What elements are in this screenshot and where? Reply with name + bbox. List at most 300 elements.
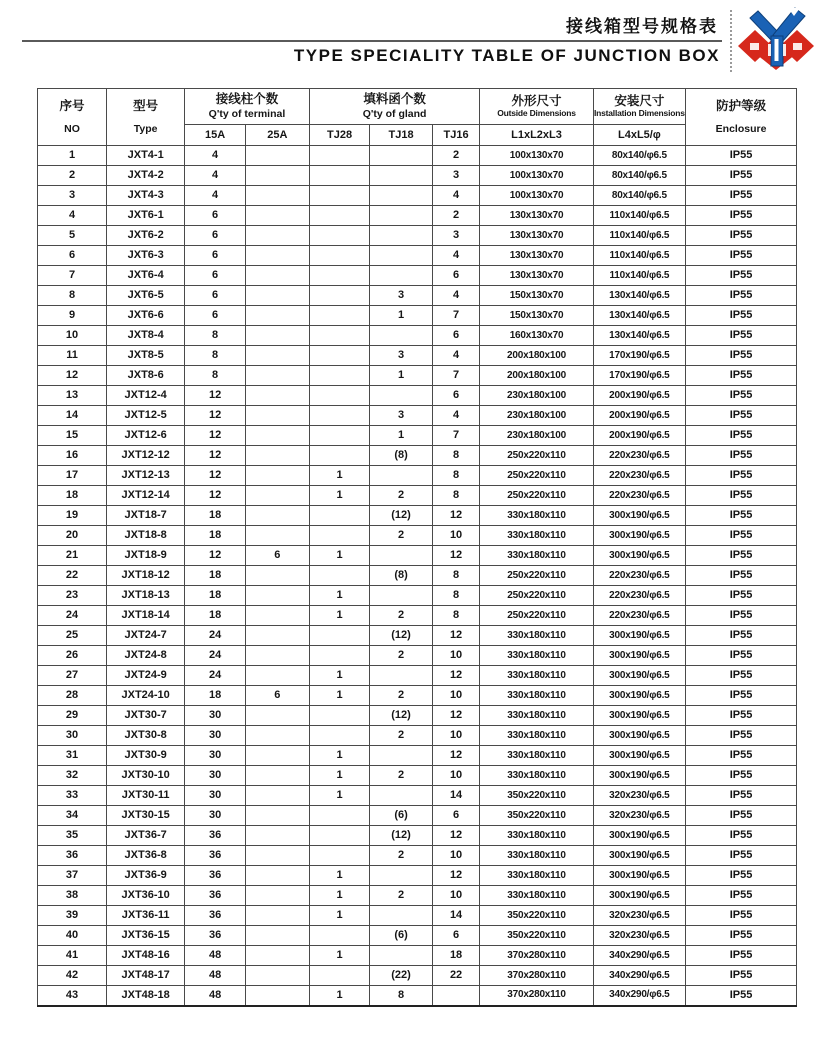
cell-enclosure: IP55 bbox=[686, 986, 797, 1006]
cell-type: JXT48-18 bbox=[107, 986, 185, 1006]
cell-tj18: 2 bbox=[370, 846, 432, 866]
cell-tj18: 2 bbox=[370, 486, 432, 506]
cell-tj28: 1 bbox=[309, 746, 370, 766]
cell-install-dim: 300x190/φ6.5 bbox=[593, 546, 686, 566]
subcol-header-tj28: TJ28 bbox=[309, 125, 370, 146]
cell-no: 16 bbox=[38, 446, 107, 466]
cell-tj18: (8) bbox=[370, 566, 432, 586]
cell-25a bbox=[245, 286, 309, 306]
cell-outside-dim: 330x180x110 bbox=[480, 766, 593, 786]
cell-tj16: 12 bbox=[432, 826, 480, 846]
cell-install-dim: 300x190/φ6.5 bbox=[593, 526, 686, 546]
cell-tj28 bbox=[309, 626, 370, 646]
cell-25a bbox=[245, 666, 309, 686]
table-row bbox=[38, 686, 797, 706]
cell-no: 6 bbox=[38, 246, 107, 266]
cell-15a: 6 bbox=[185, 206, 246, 226]
table-row bbox=[38, 846, 797, 866]
cell-install-dim: 300x190/φ6.5 bbox=[593, 686, 686, 706]
cell-tj18: 8 bbox=[370, 986, 432, 1006]
cell-15a: 24 bbox=[185, 626, 246, 646]
cell-tj28 bbox=[309, 806, 370, 826]
cell-outside-dim: 150x130x70 bbox=[480, 306, 593, 326]
cell-tj16: 7 bbox=[432, 366, 480, 386]
cell-outside-dim: 130x130x70 bbox=[480, 206, 593, 226]
cell-25a bbox=[245, 766, 309, 786]
table-row bbox=[38, 246, 797, 266]
cell-15a: 18 bbox=[185, 606, 246, 626]
cell-enclosure: IP55 bbox=[686, 966, 797, 986]
cell-no: 2 bbox=[38, 166, 107, 186]
cell-no: 43 bbox=[38, 986, 107, 1006]
cell-tj18: 2 bbox=[370, 646, 432, 666]
cell-install-dim: 110x140/φ6.5 bbox=[593, 266, 686, 286]
cell-15a: 18 bbox=[185, 566, 246, 586]
cell-no: 26 bbox=[38, 646, 107, 666]
cell-install-dim: 320x230/φ6.5 bbox=[593, 926, 686, 946]
cell-no: 15 bbox=[38, 426, 107, 446]
table-row bbox=[38, 266, 797, 286]
cell-install-dim: 300x190/φ6.5 bbox=[593, 666, 686, 686]
cell-15a: 48 bbox=[185, 966, 246, 986]
junction-box-spec-table bbox=[37, 88, 797, 1007]
table-row bbox=[38, 966, 797, 986]
cell-tj18: (12) bbox=[370, 706, 432, 726]
cell-tj16: 22 bbox=[432, 966, 480, 986]
cell-tj28 bbox=[309, 406, 370, 426]
cell-25a bbox=[245, 746, 309, 766]
cell-enclosure: IP55 bbox=[686, 486, 797, 506]
table-row bbox=[38, 706, 797, 726]
cell-install-dim: 80x140/φ6.5 bbox=[593, 166, 686, 186]
table-row bbox=[38, 506, 797, 526]
table-row bbox=[38, 446, 797, 466]
cell-enclosure: IP55 bbox=[686, 406, 797, 426]
cell-type: JXT30-15 bbox=[107, 806, 185, 826]
cell-type: JXT12-14 bbox=[107, 486, 185, 506]
cell-tj28 bbox=[309, 246, 370, 266]
cell-no: 5 bbox=[38, 226, 107, 246]
cell-install-dim: 200x190/φ6.5 bbox=[593, 386, 686, 406]
cell-no: 31 bbox=[38, 746, 107, 766]
table-row bbox=[38, 546, 797, 566]
cell-install-dim: 110x140/φ6.5 bbox=[593, 246, 686, 266]
cell-outside-dim: 200x180x100 bbox=[480, 366, 593, 386]
cell-no: 30 bbox=[38, 726, 107, 746]
cell-no: 23 bbox=[38, 586, 107, 606]
cell-no: 12 bbox=[38, 366, 107, 386]
cell-25a bbox=[245, 446, 309, 466]
cell-enclosure: IP55 bbox=[686, 926, 797, 946]
cell-tj16: 12 bbox=[432, 546, 480, 566]
col-header-outside-dimensions: 外形尺寸 Outside Dimensions bbox=[480, 89, 593, 125]
cell-15a: 24 bbox=[185, 646, 246, 666]
cell-type: JXT24-9 bbox=[107, 666, 185, 686]
cell-25a bbox=[245, 366, 309, 386]
cell-outside-dim: 350x220x110 bbox=[480, 926, 593, 946]
table-row bbox=[38, 806, 797, 826]
cell-tj18 bbox=[370, 146, 432, 166]
cell-tj18 bbox=[370, 586, 432, 606]
cell-25a: 6 bbox=[245, 546, 309, 566]
cell-outside-dim: 250x220x110 bbox=[480, 486, 593, 506]
table-row bbox=[38, 346, 797, 366]
cell-tj16: 12 bbox=[432, 706, 480, 726]
cell-tj16: 14 bbox=[432, 906, 480, 926]
cell-type: JXT18-12 bbox=[107, 566, 185, 586]
cell-type: JXT24-8 bbox=[107, 646, 185, 666]
cell-15a: 18 bbox=[185, 506, 246, 526]
cell-tj28 bbox=[309, 286, 370, 306]
cell-tj16: 6 bbox=[432, 266, 480, 286]
cell-install-dim: 110x140/φ6.5 bbox=[593, 206, 686, 226]
title-divider bbox=[22, 40, 722, 42]
cell-tj16: 4 bbox=[432, 406, 480, 426]
cell-enclosure: IP55 bbox=[686, 446, 797, 466]
cell-install-dim: 130x140/φ6.5 bbox=[593, 286, 686, 306]
cell-tj18 bbox=[370, 866, 432, 886]
cell-outside-dim: 330x180x110 bbox=[480, 866, 593, 886]
cell-outside-dim: 230x180x100 bbox=[480, 386, 593, 406]
cell-tj16: 6 bbox=[432, 386, 480, 406]
cell-tj16: 8 bbox=[432, 586, 480, 606]
cell-install-dim: 320x230/φ6.5 bbox=[593, 806, 686, 826]
cell-install-dim: 300x190/φ6.5 bbox=[593, 506, 686, 526]
cell-outside-dim: 100x130x70 bbox=[480, 186, 593, 206]
document-header bbox=[0, 6, 830, 80]
cell-25a bbox=[245, 586, 309, 606]
cell-tj16: 10 bbox=[432, 646, 480, 666]
cell-type: JXT12-4 bbox=[107, 386, 185, 406]
cell-tj28: 1 bbox=[309, 786, 370, 806]
cell-tj16: 8 bbox=[432, 566, 480, 586]
cell-enclosure: IP55 bbox=[686, 866, 797, 886]
cell-15a: 36 bbox=[185, 826, 246, 846]
cell-tj16: 12 bbox=[432, 506, 480, 526]
cell-tj28: 1 bbox=[309, 906, 370, 926]
cell-type: JXT24-10 bbox=[107, 686, 185, 706]
cell-type: JXT6-4 bbox=[107, 266, 185, 286]
cell-enclosure: IP55 bbox=[686, 786, 797, 806]
cell-15a: 24 bbox=[185, 666, 246, 686]
cell-tj16 bbox=[432, 986, 480, 1006]
table-row bbox=[38, 626, 797, 646]
cell-type: JXT4-1 bbox=[107, 146, 185, 166]
cell-type: JXT8-4 bbox=[107, 326, 185, 346]
cell-enclosure: IP55 bbox=[686, 726, 797, 746]
cell-outside-dim: 330x180x110 bbox=[480, 526, 593, 546]
cell-outside-dim: 230x180x100 bbox=[480, 426, 593, 446]
cell-type: JXT12-12 bbox=[107, 446, 185, 466]
cell-25a bbox=[245, 146, 309, 166]
cell-25a bbox=[245, 966, 309, 986]
cell-15a: 18 bbox=[185, 586, 246, 606]
cell-tj16: 10 bbox=[432, 686, 480, 706]
table-row bbox=[38, 326, 797, 346]
cell-tj16: 8 bbox=[432, 446, 480, 466]
cell-enclosure: IP55 bbox=[686, 586, 797, 606]
table-row bbox=[38, 186, 797, 206]
cell-no: 29 bbox=[38, 706, 107, 726]
cell-outside-dim: 330x180x110 bbox=[480, 826, 593, 846]
cell-enclosure: IP55 bbox=[686, 526, 797, 546]
cell-outside-dim: 100x130x70 bbox=[480, 146, 593, 166]
cell-25a bbox=[245, 246, 309, 266]
cell-no: 37 bbox=[38, 866, 107, 886]
table-row bbox=[38, 306, 797, 326]
cell-outside-dim: 130x130x70 bbox=[480, 226, 593, 246]
cell-outside-dim: 330x180x110 bbox=[480, 546, 593, 566]
cell-no: 7 bbox=[38, 266, 107, 286]
cell-tj18 bbox=[370, 466, 432, 486]
cell-outside-dim: 250x220x110 bbox=[480, 566, 593, 586]
cell-15a: 30 bbox=[185, 706, 246, 726]
cell-tj18 bbox=[370, 266, 432, 286]
cell-outside-dim: 370x280x110 bbox=[480, 966, 593, 986]
cell-install-dim: 170x190/φ6.5 bbox=[593, 366, 686, 386]
cell-25a bbox=[245, 206, 309, 226]
cell-enclosure: IP55 bbox=[686, 206, 797, 226]
cell-type: JXT12-5 bbox=[107, 406, 185, 426]
cell-outside-dim: 250x220x110 bbox=[480, 446, 593, 466]
cell-tj28 bbox=[309, 186, 370, 206]
table-row bbox=[38, 586, 797, 606]
cell-install-dim: 220x230/φ6.5 bbox=[593, 486, 686, 506]
cell-15a: 4 bbox=[185, 166, 246, 186]
cell-no: 38 bbox=[38, 886, 107, 906]
cell-tj16: 12 bbox=[432, 626, 480, 646]
cell-25a bbox=[245, 906, 309, 926]
cell-15a: 8 bbox=[185, 326, 246, 346]
cell-tj28: 1 bbox=[309, 486, 370, 506]
cell-tj18: (12) bbox=[370, 506, 432, 526]
cell-tj28: 1 bbox=[309, 766, 370, 786]
header-vertical-divider bbox=[730, 10, 732, 72]
cell-type: JXT6-1 bbox=[107, 206, 185, 226]
col-header-terminal: 接线柱个数 Q'ty of terminal bbox=[185, 89, 309, 125]
cell-tj16: 4 bbox=[432, 286, 480, 306]
table-row bbox=[38, 486, 797, 506]
cell-tj28: 1 bbox=[309, 606, 370, 626]
cell-tj28: 1 bbox=[309, 666, 370, 686]
cell-tj28 bbox=[309, 366, 370, 386]
cell-no: 17 bbox=[38, 466, 107, 486]
cell-install-dim: 300x190/φ6.5 bbox=[593, 766, 686, 786]
cell-tj28 bbox=[309, 146, 370, 166]
cell-install-dim: 220x230/φ6.5 bbox=[593, 466, 686, 486]
cell-enclosure: IP55 bbox=[686, 346, 797, 366]
cell-25a bbox=[245, 866, 309, 886]
cell-tj18: 2 bbox=[370, 526, 432, 546]
cell-tj16: 3 bbox=[432, 226, 480, 246]
cell-install-dim: 300x190/φ6.5 bbox=[593, 846, 686, 866]
cell-tj28: 1 bbox=[309, 866, 370, 886]
table-row bbox=[38, 146, 797, 166]
cell-tj18: 2 bbox=[370, 726, 432, 746]
table-row bbox=[38, 566, 797, 586]
table-row bbox=[38, 786, 797, 806]
cell-tj18 bbox=[370, 246, 432, 266]
cell-tj16: 6 bbox=[432, 806, 480, 826]
table-row bbox=[38, 406, 797, 426]
cell-15a: 36 bbox=[185, 906, 246, 926]
cell-tj18: (6) bbox=[370, 926, 432, 946]
cell-type: JXT6-3 bbox=[107, 246, 185, 266]
cell-tj28 bbox=[309, 166, 370, 186]
cell-15a: 12 bbox=[185, 486, 246, 506]
cell-tj18 bbox=[370, 546, 432, 566]
table-row bbox=[38, 886, 797, 906]
col-header-gland: 填料函个数 Q'ty of gland bbox=[309, 89, 480, 125]
cell-install-dim: 300x190/φ6.5 bbox=[593, 886, 686, 906]
cell-install-dim: 220x230/φ6.5 bbox=[593, 586, 686, 606]
cell-15a: 18 bbox=[185, 526, 246, 546]
cell-tj28: 1 bbox=[309, 946, 370, 966]
cell-15a: 12 bbox=[185, 406, 246, 426]
table-row bbox=[38, 526, 797, 546]
cell-tj16: 10 bbox=[432, 846, 480, 866]
cell-no: 1 bbox=[38, 146, 107, 166]
cell-tj28: 1 bbox=[309, 686, 370, 706]
cell-tj28 bbox=[309, 566, 370, 586]
cell-tj28 bbox=[309, 426, 370, 446]
cell-outside-dim: 330x180x110 bbox=[480, 746, 593, 766]
cell-15a: 6 bbox=[185, 266, 246, 286]
cell-no: 36 bbox=[38, 846, 107, 866]
cell-enclosure: IP55 bbox=[686, 806, 797, 826]
cell-type: JXT36-15 bbox=[107, 926, 185, 946]
cell-no: 8 bbox=[38, 286, 107, 306]
cell-enclosure: IP55 bbox=[686, 706, 797, 726]
cell-outside-dim: 100x130x70 bbox=[480, 166, 593, 186]
cell-tj28 bbox=[309, 646, 370, 666]
cell-install-dim: 300x190/φ6.5 bbox=[593, 726, 686, 746]
cell-no: 20 bbox=[38, 526, 107, 546]
cell-install-dim: 320x230/φ6.5 bbox=[593, 906, 686, 926]
cell-no: 32 bbox=[38, 766, 107, 786]
cell-25a bbox=[245, 306, 309, 326]
table-row bbox=[38, 726, 797, 746]
cell-no: 9 bbox=[38, 306, 107, 326]
cell-tj16: 2 bbox=[432, 146, 480, 166]
cell-install-dim: 80x140/φ6.5 bbox=[593, 186, 686, 206]
cell-enclosure: IP55 bbox=[686, 386, 797, 406]
cell-25a bbox=[245, 226, 309, 246]
cell-tj16: 7 bbox=[432, 306, 480, 326]
cell-tj18: 1 bbox=[370, 366, 432, 386]
table-row bbox=[38, 606, 797, 626]
cell-outside-dim: 350x220x110 bbox=[480, 806, 593, 826]
cell-outside-dim: 130x130x70 bbox=[480, 266, 593, 286]
cell-no: 40 bbox=[38, 926, 107, 946]
table-header bbox=[38, 89, 797, 146]
title-block bbox=[0, 6, 722, 66]
cell-type: JXT4-2 bbox=[107, 166, 185, 186]
cell-type: JXT48-17 bbox=[107, 966, 185, 986]
cell-tj16: 10 bbox=[432, 766, 480, 786]
cell-25a bbox=[245, 566, 309, 586]
cell-tj28: 1 bbox=[309, 546, 370, 566]
cell-tj28 bbox=[309, 706, 370, 726]
cell-outside-dim: 250x220x110 bbox=[480, 466, 593, 486]
cell-enclosure: IP55 bbox=[686, 626, 797, 646]
cell-type: JXT6-5 bbox=[107, 286, 185, 306]
cell-no: 21 bbox=[38, 546, 107, 566]
cell-enclosure: IP55 bbox=[686, 566, 797, 586]
cell-tj18 bbox=[370, 206, 432, 226]
cell-type: JXT8-5 bbox=[107, 346, 185, 366]
cell-tj28 bbox=[309, 206, 370, 226]
cell-outside-dim: 200x180x100 bbox=[480, 346, 593, 366]
cell-type: JXT36-10 bbox=[107, 886, 185, 906]
cell-no: 18 bbox=[38, 486, 107, 506]
cell-15a: 30 bbox=[185, 766, 246, 786]
cell-tj28 bbox=[309, 966, 370, 986]
cell-15a: 30 bbox=[185, 786, 246, 806]
cell-type: JXT18-8 bbox=[107, 526, 185, 546]
cell-install-dim: 300x190/φ6.5 bbox=[593, 866, 686, 886]
cell-no: 41 bbox=[38, 946, 107, 966]
cell-tj18 bbox=[370, 906, 432, 926]
cell-install-dim: 320x230/φ6.5 bbox=[593, 786, 686, 806]
cell-type: JXT4-3 bbox=[107, 186, 185, 206]
cell-enclosure: IP55 bbox=[686, 746, 797, 766]
cell-15a: 4 bbox=[185, 146, 246, 166]
cell-enclosure: IP55 bbox=[686, 246, 797, 266]
cell-outside-dim: 130x130x70 bbox=[480, 246, 593, 266]
table-row bbox=[38, 926, 797, 946]
cell-tj28 bbox=[309, 506, 370, 526]
cell-tj16: 12 bbox=[432, 866, 480, 886]
subcol-header-l1xl2xl3: L1xL2xL3 bbox=[480, 125, 593, 146]
cell-tj16: 3 bbox=[432, 166, 480, 186]
cell-tj16: 6 bbox=[432, 326, 480, 346]
cell-tj18: (22) bbox=[370, 966, 432, 986]
cell-type: JXT18-14 bbox=[107, 606, 185, 626]
cell-no: 13 bbox=[38, 386, 107, 406]
cell-type: JXT8-6 bbox=[107, 366, 185, 386]
cell-15a: 12 bbox=[185, 386, 246, 406]
cell-25a bbox=[245, 186, 309, 206]
cell-tj28 bbox=[309, 726, 370, 746]
cell-tj18: 3 bbox=[370, 346, 432, 366]
cell-tj28: 1 bbox=[309, 886, 370, 906]
cell-tj16: 10 bbox=[432, 726, 480, 746]
table-row bbox=[38, 946, 797, 966]
cell-tj18 bbox=[370, 746, 432, 766]
cell-15a: 36 bbox=[185, 846, 246, 866]
cell-install-dim: 300x190/φ6.5 bbox=[593, 646, 686, 666]
table-row bbox=[38, 766, 797, 786]
cell-type: JXT18-13 bbox=[107, 586, 185, 606]
cell-enclosure: IP55 bbox=[686, 286, 797, 306]
cell-tj18: (8) bbox=[370, 446, 432, 466]
cell-enclosure: IP55 bbox=[686, 766, 797, 786]
cell-tj16: 4 bbox=[432, 346, 480, 366]
cell-no: 19 bbox=[38, 506, 107, 526]
cell-enclosure: IP55 bbox=[686, 646, 797, 666]
cell-enclosure: IP55 bbox=[686, 166, 797, 186]
cell-type: JXT6-6 bbox=[107, 306, 185, 326]
cell-tj28 bbox=[309, 826, 370, 846]
cell-no: 25 bbox=[38, 626, 107, 646]
cell-outside-dim: 370x280x110 bbox=[480, 986, 593, 1006]
cell-outside-dim: 330x180x110 bbox=[480, 686, 593, 706]
cell-install-dim: 300x190/φ6.5 bbox=[593, 826, 686, 846]
cell-enclosure: IP55 bbox=[686, 826, 797, 846]
cell-outside-dim: 150x130x70 bbox=[480, 286, 593, 306]
cell-install-dim: 80x140/φ6.5 bbox=[593, 146, 686, 166]
